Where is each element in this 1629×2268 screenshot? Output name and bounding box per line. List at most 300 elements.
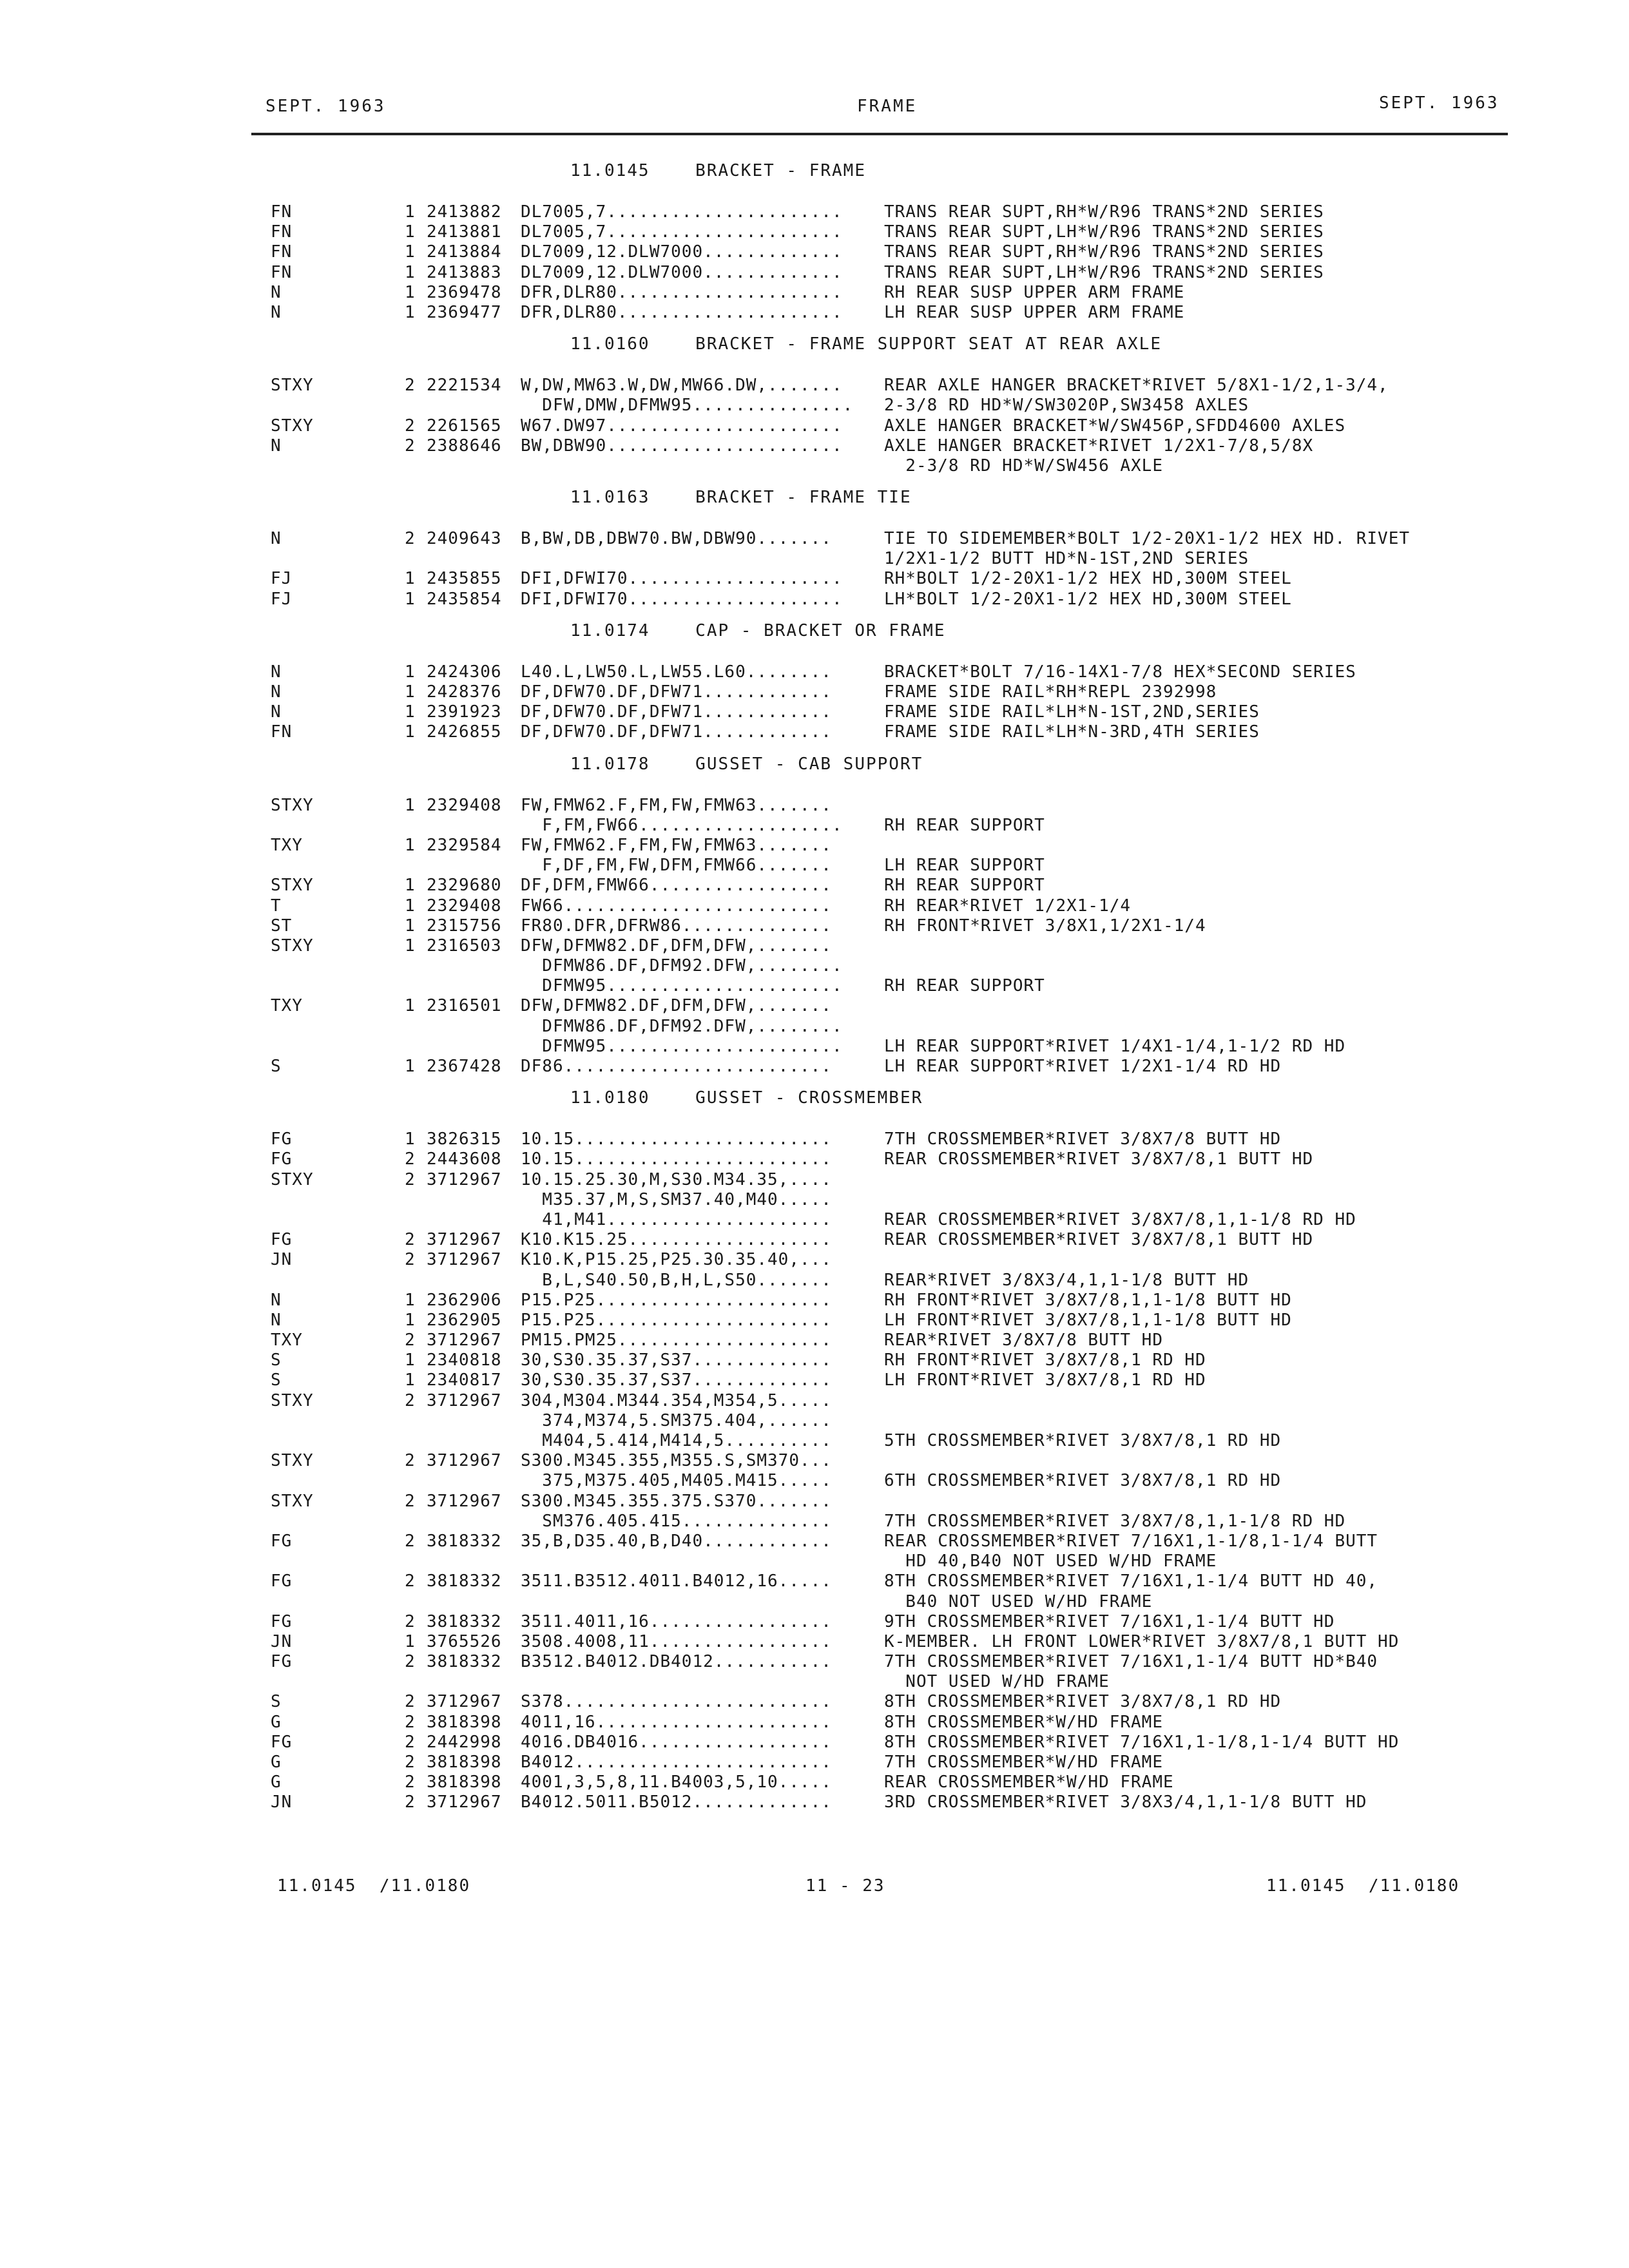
- part-row: [0, 996, 1629, 1016]
- model-code: FG: [271, 1571, 293, 1591]
- application: B,L,S40.50,B,H,L,S50.......: [521, 1270, 832, 1290]
- description: 2-3/8 RD HD*W/SW456 AXLE: [884, 456, 1163, 476]
- part-row: [0, 1532, 1629, 1552]
- application: F,FM,FW66...................: [521, 815, 843, 835]
- part-number: 2442998: [427, 1732, 502, 1752]
- application: L40.L,LW50.L,LW55.L60........: [521, 662, 832, 682]
- description: 7TH CROSSMEMBER*RIVET 3/8X7/8 BUTT HD: [884, 1129, 1282, 1149]
- quantity: 1: [405, 662, 416, 682]
- part-number: 3712967: [427, 1169, 502, 1189]
- model-code: FG: [271, 1531, 293, 1551]
- part-row: [0, 1350, 1629, 1370]
- part-number: 3818398: [427, 1753, 502, 1772]
- description: TRANS REAR SUPT,RH*W/R96 TRANS*2ND SERIES: [884, 242, 1324, 262]
- application: 3508.4008,11.................: [521, 1631, 832, 1651]
- part-row: [0, 1210, 1629, 1230]
- application: 3511.B3512.4011.B4012,16.....: [521, 1571, 832, 1591]
- part-number: 3712967: [427, 1491, 502, 1511]
- part-row: [0, 816, 1629, 836]
- parts-list: [0, 149, 1629, 1813]
- application: 4016.DB4016..................: [521, 1732, 832, 1752]
- quantity: 2: [405, 1792, 416, 1812]
- quantity: 2: [405, 1250, 416, 1270]
- description: LH FRONT*RIVET 3/8X7/8,1 RD HD: [884, 1370, 1206, 1390]
- part-number: 2261565: [427, 416, 502, 436]
- part-number: 2315756: [427, 916, 502, 936]
- description: 8TH CROSSMEMBER*W/HD FRAME: [884, 1712, 1163, 1732]
- model-code: TXY: [271, 996, 303, 1016]
- part-number: 2435855: [427, 569, 502, 589]
- part-row: [0, 1431, 1629, 1451]
- description: REAR CROSSMEMBER*W/HD FRAME: [884, 1773, 1174, 1792]
- part-number: 3712967: [427, 1250, 502, 1270]
- application: 304,M304.M344.354,M354,5.....: [521, 1390, 832, 1410]
- quantity: 2: [405, 1230, 416, 1250]
- quantity: 2: [405, 1169, 416, 1189]
- part-row: [0, 662, 1629, 682]
- description: BRACKET*BOLT 7/16-14X1-7/8 HEX*SECOND SERIES: [884, 662, 1356, 682]
- description: 7TH CROSSMEMBER*RIVET 3/8X7/8,1,1-1/8 RD HD: [884, 1511, 1346, 1531]
- part-number: 3712967: [427, 1230, 502, 1250]
- part-number: 2329408: [427, 896, 502, 916]
- application: FR80.DFR,DFRW86..............: [521, 916, 832, 936]
- header-date-left: SEPT. 1963: [265, 97, 386, 116]
- part-row: [0, 1713, 1629, 1733]
- quantity: 1: [405, 722, 416, 742]
- description: 1/2X1-1/2 BUTT HD*N-1ST,2ND SERIES: [884, 549, 1249, 569]
- part-row: [0, 1672, 1629, 1692]
- part-row: [0, 1411, 1629, 1431]
- part-row: [0, 303, 1629, 323]
- section-heading: [0, 743, 1629, 783]
- quantity: 2: [405, 1531, 416, 1551]
- application: DL7009,12.DLW7000.............: [521, 262, 843, 282]
- application: DFMW95......................: [521, 1036, 843, 1056]
- application: FW66.........................: [521, 896, 832, 916]
- part-number: 2367428: [427, 1057, 502, 1076]
- description: TRANS REAR SUPT,RH*W/R96 TRANS*2ND SERIES: [884, 202, 1324, 222]
- part-number: 2428376: [427, 682, 502, 702]
- model-code: STXY: [271, 376, 314, 396]
- quantity: 2: [405, 1451, 416, 1471]
- application: DL7005,7......................: [521, 202, 843, 222]
- part-row: [0, 1391, 1629, 1411]
- application: DFI,DFWI70....................: [521, 569, 843, 589]
- model-code: STXY: [271, 1491, 314, 1511]
- quantity: 1: [405, 1631, 416, 1651]
- description: RH FRONT*RIVET 3/8X7/8,1,1-1/8 BUTT HD: [884, 1290, 1292, 1310]
- part-row: [0, 1753, 1629, 1773]
- application: DL7009,12.DLW7000.............: [521, 242, 843, 262]
- application: DF,DFW70.DF,DFW71............: [521, 722, 832, 742]
- description: LH REAR SUSP UPPER ARM FRAME: [884, 302, 1185, 322]
- part-row: [0, 936, 1629, 956]
- section-spacer: [0, 516, 1629, 529]
- model-code: FN: [271, 202, 293, 222]
- part-row: [0, 976, 1629, 996]
- description: RH REAR SUPPORT: [884, 876, 1045, 896]
- section-title: 11.0178 GUSSET - CAB SUPPORT: [570, 754, 923, 774]
- application: DF,DFW70.DF,DFW71............: [521, 702, 832, 722]
- application: 35,B,D35.40,B,D40............: [521, 1531, 832, 1551]
- application: DFW,DFMW82.DF,DFM,DFW,.......: [521, 996, 832, 1016]
- section-title: 11.0160 BRACKET - FRAME SUPPORT SEAT AT REAR AXLE: [570, 334, 1162, 354]
- part-number: 2388646: [427, 436, 502, 456]
- quantity: 2: [405, 1652, 416, 1672]
- application: FW,FMW62.F,FM,FW,FMW63.......: [521, 835, 832, 855]
- application: 30,S30.35.37,S37.............: [521, 1370, 832, 1390]
- part-number: 2316501: [427, 996, 502, 1016]
- model-code: FG: [271, 1230, 293, 1250]
- part-row: [0, 1592, 1629, 1612]
- part-row: [0, 836, 1629, 856]
- description: REAR CROSSMEMBER*RIVET 3/8X7/8,1 BUTT HD: [884, 1149, 1314, 1169]
- section-title: 11.0180 GUSSET - CROSSMEMBER: [570, 1088, 923, 1108]
- part-row: [0, 549, 1629, 569]
- part-row: [0, 702, 1629, 722]
- model-code: N: [271, 702, 282, 722]
- part-number: 3765526: [427, 1631, 502, 1651]
- part-row: [0, 1692, 1629, 1712]
- description: REAR AXLE HANGER BRACKET*RIVET 5/8X1-1/2,1-3/4,: [884, 376, 1389, 396]
- application: 10.15.25.30,M,S30.M34.35,....: [521, 1169, 832, 1189]
- application: K10.K,P15.25,P25.30.35.40,...: [521, 1250, 832, 1270]
- page-number: 11 - 23: [805, 1876, 885, 1896]
- part-row: [0, 202, 1629, 222]
- description: REAR*RIVET 3/8X3/4,1,1-1/8 BUTT HD: [884, 1270, 1249, 1290]
- application: DF,DFW70.DF,DFW71............: [521, 682, 832, 702]
- description: LH REAR SUPPORT: [884, 856, 1045, 876]
- part-row: [0, 436, 1629, 456]
- part-number: 3818398: [427, 1773, 502, 1792]
- quantity: 1: [405, 682, 416, 702]
- section-spacer: [0, 783, 1629, 796]
- part-number: 3826315: [427, 1129, 502, 1149]
- part-number: 2443608: [427, 1149, 502, 1169]
- quantity: 1: [405, 996, 416, 1016]
- application: W,DW,MW63.W,DW,MW66.DW,.......: [521, 376, 843, 396]
- part-row: [0, 896, 1629, 916]
- quantity: 2: [405, 1611, 416, 1631]
- description: RH*BOLT 1/2-20X1-1/2 HEX HD,300M STEEL: [884, 569, 1292, 589]
- model-code: JN: [271, 1250, 293, 1270]
- part-row: [0, 1230, 1629, 1250]
- model-code: FG: [271, 1149, 293, 1169]
- model-code: STXY: [271, 795, 314, 815]
- section-heading: [0, 149, 1629, 189]
- section-spacer: [0, 1117, 1629, 1129]
- description: RH REAR SUSP UPPER ARM FRAME: [884, 282, 1185, 302]
- description: FRAME SIDE RAIL*LH*N-3RD,4TH SERIES: [884, 722, 1260, 742]
- application: SM376.405.415..............: [521, 1511, 832, 1531]
- model-code: TXY: [271, 1331, 303, 1350]
- model-code: N: [271, 1290, 282, 1310]
- part-row: [0, 722, 1629, 742]
- application: DFMW95......................: [521, 976, 843, 996]
- section-title: 11.0145 BRACKET - FRAME: [570, 161, 866, 180]
- application: S378.........................: [521, 1692, 832, 1712]
- description: TRANS REAR SUPT,LH*W/R96 TRANS*2ND SERIES: [884, 262, 1324, 282]
- part-row: [0, 1512, 1629, 1532]
- quantity: 2: [405, 1149, 416, 1169]
- quantity: 1: [405, 262, 416, 282]
- quantity: 1: [405, 1290, 416, 1310]
- model-code: JN: [271, 1792, 293, 1812]
- section-heading: [0, 1077, 1629, 1117]
- quantity: 1: [405, 1370, 416, 1390]
- description: 9TH CROSSMEMBER*RIVET 7/16X1,1-1/4 BUTT HD: [884, 1611, 1335, 1631]
- application: 375,M375.405,M405.M415.....: [521, 1471, 832, 1491]
- part-row: [0, 796, 1629, 816]
- description: 5TH CROSSMEMBER*RIVET 3/8X7/8,1 RD HD: [884, 1431, 1282, 1450]
- part-row: [0, 1170, 1629, 1190]
- quantity: 2: [405, 1390, 416, 1410]
- application: S300.M345.355.375.S370.......: [521, 1491, 832, 1511]
- model-code: N: [271, 529, 282, 549]
- part-row: [0, 1492, 1629, 1512]
- part-number: 2362905: [427, 1310, 502, 1330]
- model-code: N: [271, 282, 282, 302]
- description: 2-3/8 RD HD*W/SW3020P,SW3458 AXLES: [884, 396, 1249, 416]
- application: DF,DFM,FMW66.................: [521, 876, 832, 896]
- section-title: 11.0163 BRACKET - FRAME TIE: [570, 488, 912, 508]
- part-row: [0, 529, 1629, 549]
- section-heading: [0, 323, 1629, 363]
- description: NOT USED W/HD FRAME: [884, 1672, 1110, 1692]
- part-number: 2316503: [427, 936, 502, 956]
- model-code: N: [271, 662, 282, 682]
- description: 7TH CROSSMEMBER*RIVET 7/16X1,1-1/4 BUTT HD*B40: [884, 1652, 1378, 1672]
- quantity: 2: [405, 1732, 416, 1752]
- part-number: 3818332: [427, 1652, 502, 1672]
- model-code: G: [271, 1773, 282, 1792]
- application: DFR,DLR80.....................: [521, 282, 843, 302]
- application: DFMW86.DF,DFM92.DFW,........: [521, 956, 843, 976]
- part-number: 3818332: [427, 1611, 502, 1631]
- part-number: 2329680: [427, 876, 502, 896]
- model-code: S: [271, 1692, 282, 1712]
- part-number: 2413881: [427, 222, 502, 242]
- part-row: [0, 916, 1629, 936]
- description: 3RD CROSSMEMBER*RIVET 3/8X3/4,1,1-1/8 BUTT HD: [884, 1792, 1367, 1812]
- quantity: 2: [405, 1331, 416, 1350]
- part-row: [0, 1190, 1629, 1210]
- description: REAR CROSSMEMBER*RIVET 3/8X7/8,1,1-1/8 RD HD: [884, 1209, 1356, 1229]
- application: M35.37,M,S,SM37.40,M40.....: [521, 1189, 832, 1209]
- model-code: FJ: [271, 569, 293, 589]
- description: 6TH CROSSMEMBER*RIVET 3/8X7/8,1 RD HD: [884, 1471, 1282, 1491]
- model-code: STXY: [271, 416, 314, 436]
- part-row: [0, 1250, 1629, 1270]
- model-code: FJ: [271, 589, 293, 609]
- part-row: [0, 396, 1629, 416]
- model-code: FG: [271, 1652, 293, 1672]
- part-row: [0, 283, 1629, 303]
- application: 41,M41.....................: [521, 1209, 832, 1229]
- quantity: 1: [405, 242, 416, 262]
- application: B,BW,DB,DBW70.BW,DBW90.......: [521, 529, 832, 549]
- part-number: 3712967: [427, 1390, 502, 1410]
- model-code: S: [271, 1350, 282, 1370]
- model-code: T: [271, 896, 282, 916]
- part-row: [0, 1552, 1629, 1571]
- quantity: 1: [405, 282, 416, 302]
- model-code: FN: [271, 722, 293, 742]
- part-row: [0, 1017, 1629, 1037]
- model-code: STXY: [271, 876, 314, 896]
- description: RH REAR SUPPORT: [884, 976, 1045, 996]
- application: DFI,DFWI70....................: [521, 589, 843, 609]
- quantity: 2: [405, 1753, 416, 1772]
- part-row: [0, 456, 1629, 476]
- model-code: FG: [271, 1732, 293, 1752]
- part-number: 2409643: [427, 529, 502, 549]
- header-title: FRAME: [857, 97, 918, 116]
- application: PM15.PM25....................: [521, 1331, 832, 1350]
- part-row: [0, 1451, 1629, 1471]
- section-spacer: [0, 363, 1629, 376]
- part-row: [0, 1471, 1629, 1491]
- model-code: N: [271, 682, 282, 702]
- part-row: [0, 1311, 1629, 1331]
- part-row: [0, 1149, 1629, 1169]
- part-row: [0, 1773, 1629, 1792]
- footer-range-left: 11.0145 /11.0180: [277, 1876, 471, 1896]
- description: K-MEMBER. LH FRONT LOWER*RIVET 3/8X7/8,1 BUTT HD: [884, 1631, 1400, 1651]
- quantity: 1: [405, 302, 416, 322]
- application: B4012........................: [521, 1753, 832, 1772]
- model-code: FN: [271, 242, 293, 262]
- quantity: 1: [405, 1129, 416, 1149]
- part-number: 2369477: [427, 302, 502, 322]
- quantity: 2: [405, 1773, 416, 1792]
- model-code: STXY: [271, 1390, 314, 1410]
- application: B3512.B4012.DB4012...........: [521, 1652, 832, 1672]
- quantity: 2: [405, 1712, 416, 1732]
- part-number: 2340818: [427, 1350, 502, 1370]
- quantity: 1: [405, 569, 416, 589]
- footer-range-right: 11.0145 /11.0180: [1266, 1876, 1460, 1896]
- part-number: 2435854: [427, 589, 502, 609]
- quantity: 1: [405, 589, 416, 609]
- model-code: ST: [271, 916, 293, 936]
- model-code: FG: [271, 1129, 293, 1149]
- part-row: [0, 1271, 1629, 1291]
- header-date-right: SEPT. 1963: [1379, 93, 1499, 113]
- model-code: N: [271, 1310, 282, 1330]
- quantity: 1: [405, 795, 416, 815]
- model-code: STXY: [271, 936, 314, 956]
- section-spacer: [0, 189, 1629, 202]
- application: P15.P25......................: [521, 1290, 832, 1310]
- part-row: [0, 1571, 1629, 1591]
- application: FW,FMW62.F,FM,FW,FMW63.......: [521, 795, 832, 815]
- quantity: 1: [405, 916, 416, 936]
- quantity: 2: [405, 1692, 416, 1712]
- application: 10.15........................: [521, 1129, 832, 1149]
- part-row: [0, 376, 1629, 396]
- quantity: 2: [405, 1571, 416, 1591]
- application: 3511.4011,16.................: [521, 1611, 832, 1631]
- description: TRANS REAR SUPT,LH*W/R96 TRANS*2ND SERIES: [884, 222, 1324, 242]
- part-row: [0, 1291, 1629, 1311]
- part-row: [0, 569, 1629, 589]
- part-row: [0, 263, 1629, 283]
- description: REAR CROSSMEMBER*RIVET 7/16X1,1-1/8,1-1/4 BUTT: [884, 1531, 1378, 1551]
- quantity: 1: [405, 702, 416, 722]
- part-number: 3712967: [427, 1792, 502, 1812]
- model-code: FN: [271, 222, 293, 242]
- quantity: 1: [405, 1350, 416, 1370]
- application: DFMW86.DF,DFM92.DFW,........: [521, 1016, 843, 1036]
- part-row: [0, 1612, 1629, 1632]
- part-row: [0, 416, 1629, 436]
- quantity: 1: [405, 222, 416, 242]
- part-number: 2362906: [427, 1290, 502, 1310]
- description: LH REAR SUPPORT*RIVET 1/2X1-1/4 RD HD: [884, 1057, 1282, 1076]
- application: K10.K15.25...................: [521, 1230, 832, 1250]
- model-code: G: [271, 1753, 282, 1772]
- part-number: 3712967: [427, 1451, 502, 1471]
- quantity: 1: [405, 876, 416, 896]
- part-row: [0, 1331, 1629, 1350]
- part-row: [0, 876, 1629, 896]
- quantity: 1: [405, 1310, 416, 1330]
- quantity: 1: [405, 202, 416, 222]
- part-number: 2369478: [427, 282, 502, 302]
- application: M404,5.414,M414,5..........: [521, 1431, 832, 1450]
- part-row: [0, 1792, 1629, 1812]
- description: REAR*RIVET 3/8X7/8 BUTT HD: [884, 1331, 1163, 1350]
- application: DFW,DFMW82.DF,DFM,DFW,.......: [521, 936, 832, 956]
- application: DFR,DLR80.....................: [521, 302, 843, 322]
- quantity: 2: [405, 529, 416, 549]
- model-code: N: [271, 436, 282, 456]
- part-row: [0, 956, 1629, 976]
- quantity: 2: [405, 376, 416, 396]
- description: 8TH CROSSMEMBER*RIVET 3/8X7/8,1 RD HD: [884, 1692, 1282, 1712]
- model-code: G: [271, 1712, 282, 1732]
- part-number: 2413883: [427, 262, 502, 282]
- application: F,DF,FM,FW,DFM,FMW66.......: [521, 856, 832, 876]
- quantity: 2: [405, 436, 416, 456]
- part-row: [0, 1652, 1629, 1672]
- application: B4012.5011.B5012.............: [521, 1792, 832, 1812]
- part-row: [0, 1370, 1629, 1390]
- description: LH REAR SUPPORT*RIVET 1/4X1-1/4,1-1/2 RD HD: [884, 1036, 1346, 1056]
- part-number: 3712967: [427, 1331, 502, 1350]
- application: 374,M374,5.SM375.404,......: [521, 1410, 832, 1430]
- model-code: JN: [271, 1631, 293, 1651]
- application: 10.15........................: [521, 1149, 832, 1169]
- model-code: STXY: [271, 1169, 314, 1189]
- part-row: [0, 856, 1629, 876]
- application: S300.M345.355,M355.S,SM370...: [521, 1451, 832, 1471]
- part-number: 2413882: [427, 202, 502, 222]
- description: AXLE HANGER BRACKET*RIVET 1/2X1-7/8,5/8X: [884, 436, 1314, 456]
- section-heading: [0, 610, 1629, 649]
- description: B40 NOT USED W/HD FRAME: [884, 1591, 1153, 1611]
- part-number: 2329408: [427, 795, 502, 815]
- application: BW,DBW90......................: [521, 436, 843, 456]
- application: DL7005,7......................: [521, 222, 843, 242]
- model-code: S: [271, 1370, 282, 1390]
- model-code: STXY: [271, 1451, 314, 1471]
- description: REAR CROSSMEMBER*RIVET 3/8X7/8,1 BUTT HD: [884, 1230, 1314, 1250]
- part-number: 2329584: [427, 835, 502, 855]
- part-row: [0, 1037, 1629, 1057]
- part-row: [0, 682, 1629, 702]
